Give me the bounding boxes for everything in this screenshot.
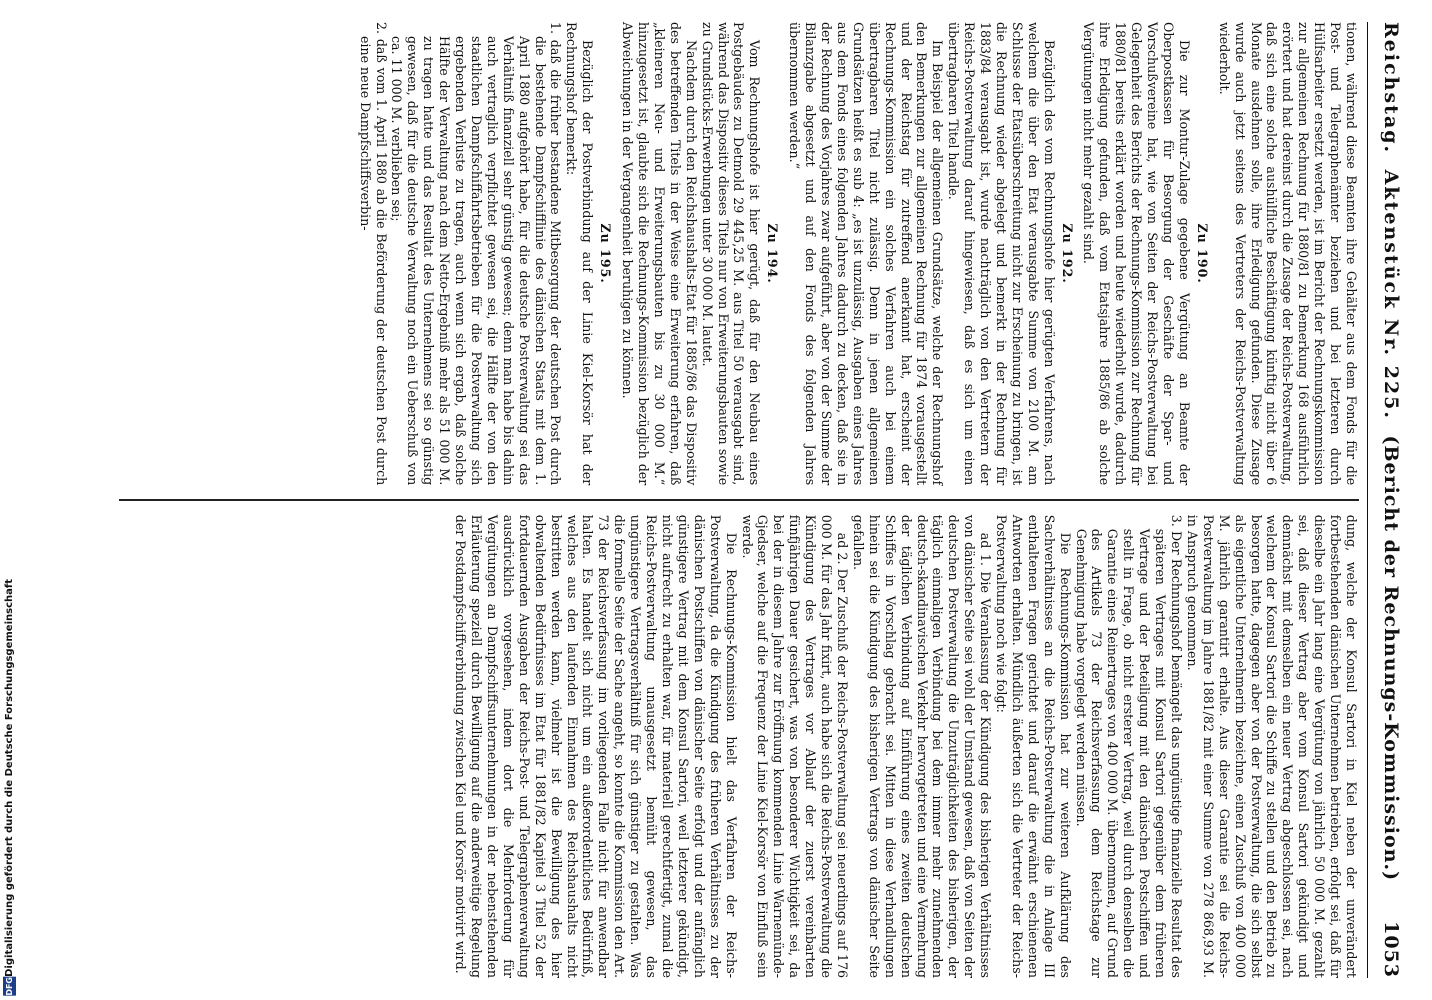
numbered-item: 1. daß die früher bestandene Mitbesorgung der deutschen Post durch die bestehende Dampfschifflinie des dänischen Staats mit dem 1. April 1880 aufgehört habe, für die deutsche Postverwaltung sei das Verhältniß finanziell sehr günstig gewesen; denn man habe bis dahin auch vertraglich verpflichtet gewesen sei, die Hälfte der von den staatlichen Dampfschiffahrtsbetrieben für die Postverwaltung sich ergebenden Verluste zu tragen, auch wenn sich ergab, daß solche Hälfte der Verwaltung nach dem Netto-Ergebniß mehr als 51 000 M. zu tragen hatte und das Resultat des Unternehmens sei so günstig gewesen, daß für die deutsche Verwaltung noch ein Ueberschuß von ca. 11 000 M. verblieben sei;: [389, 22, 564, 486]
footer-text: Digitalisierung gefördert durch die Deutsche Forschungsgemeinschaft: [3, 579, 15, 978]
paragraph: Bezüglich der Postverbindung auf der Linie Kiel-Korsör hat der Rechnungshof bemerkt:: [564, 22, 596, 486]
numbered-item: 3. Der Rechnungshof bemängelt das ungünstige finanzielle Resultat des späteren Vertrages mit Konsul Sartori gegenüber dem früheren Vertrage und der Beteiligung mit den dänischen Postschiffen und stellt in Frage, ob nicht ersterer Vertrag, weil durch denselben die Garantie eines Reinertrages von 400 000 M. übernommen, auf Grund des Artikels 73 der Reichsverfassung dem Reichstage zur Genehmigung habe vorgelegt werden müssen.: [1073, 514, 1185, 978]
header-right: (Bericht der Rechnungs-Kommission.): [1380, 435, 1402, 882]
column-left: [119, 22, 1359, 485]
paragraph: tionen, während diese Beamten ihre Gehälter aus dem Fonds für die Post- und Telegraphenämter beziehen und bei letzteren durch Hülfsarbeiter ersetzt werden, ist im Bericht der Rechnungskommission zur allgemeinen Rechnung für 1880/81 zu Bemerkung 168 ausführlich erörtert und hat dereinst durch die Zusage der Reichs-Postverwaltung, daß sich eine solche aushülfliche Beschäftigung künftig nicht über 6 Monate ausdehnen solle, ihre Erledigung gefunden. Diese Zusage wurde auch jetzt seitens des Vertreters der Reichs-Postverwaltung wiederholt.: [1216, 22, 1359, 486]
section-heading: Zu 195.: [598, 223, 614, 284]
page-header: [1367, 22, 1402, 978]
digitization-footer: [0, 579, 18, 1000]
paragraph: Nachdem durch den Reichshaushalts-Etat für 1885/86 das Dispositiv des betreffenden Titels in der Weise eine Erweiterung erfahren, daß „kleineren Neu- und Erweiterungsbauten bis zu 30 000 M.“ hinzugesetzt ist, glaubte sich die Rechnungs-Kommission bezüglich der Abweichungen in der Vergangenheit beruhigen zu können.: [620, 22, 699, 486]
paragraph: dung, welche der Konsul Sartori in Kiel neben der unverändert fortbestehenden dänischen Unternehmen betrieben, erfolgt sei, daß für dieselbe ein Jahr lang eine Vergütung von jährlich 50 000 M. gezahlt sei, daß dieser Vertrag aber vom Konsul Sartori gekündigt und demnächst mit demselben ein neuer Vertrag abgeschlossen sei, nach welchem der Konsul Sartori die Schiffe zu stellen und den Betrieb zu besorgen hatte, dagegen aber von der Postverwaltung, die sich selbst als eigentliche Unternehmerin bezeichne, einen Zuschuß von 400 000 M. jährlich garantirt erhalte. Aus dieser Garantie sei die Reichs-Postverwaltung im Jahre 1881/82 mit einer Summe von 278 868,93 M. in Anspruch genommen.: [1184, 514, 1359, 978]
paragraph: Die Rechnungs-Kommission hat zur weiteren Aufklärung des Sachverhältnisses an die Reichs-Postverwaltung die in Anlage III enthaltenen Fragen gerichtet und darauf die erwähnt erschienenen Antworten erhalten. Mündlich äußerten sich die Vertreter der Reichs-Postverwaltung noch wie folgt:: [994, 514, 1073, 978]
column-divider: [119, 499, 1359, 501]
section-heading: Zu 194.: [765, 223, 781, 284]
paragraph: Im Beispiel der allgemeinen Grundsätze, welche der Rechnungshof den Bemerkungen zur allgemeinen Rechnung für 1874 vorausgestellt und der Reichstag für zutreffend anerkannt hat, erscheint der Rechnungs-Kommission ein solches Verfahren auch bei einem übertragbaren Titel nicht zulässig. Denn in jenen allgemeinen Grundsätzen heißt es sub 4: „es ist unzulässig, Ausgaben eines Jahres aus dem Fonds eines folgenden Jahres dadurch zu decken, daß sie in der Rechnung des Vorjahres zwar aufgeführt, aber von der Summe der Bilanzgabe abgesetzt und auf den Fonds des folgenden Jahres übernommen werden.“: [787, 22, 946, 486]
paragraph: Bezüglich des vom Rechnungshofe hier gerügten Verfahrens, nach welchem die über den Etat verausgabte Summe von 2100 M. am Schlusse der Etatsüberschreitung nicht zur Erscheinung zu bringen, ist die Rechnung wieder abgelegt und bemerkt in der Rechnung für 1883/84 verausgabt ist, wurde nachträglich von den Vertretern der Reichs-Postverwaltung darauf hingewiesen, daß es sich um einen übertragbaren Titel handle.: [946, 22, 1057, 486]
numbered-item: 2. daß vom 1. April 1880 ab die Beförderung der deutschen Post durch eine neue Dampfschiffsverbin-: [357, 22, 389, 486]
paragraph: ad 2. Der Zuschuß der Reichs-Postverwaltung sei neuerdings auf 176 000 M. für das Jahr fixirt, auch habe sich die Reichs-Postverwaltung die Kündigung des Vertrages vor Ablauf der zuerst vereinbarten fünfjährigen Dauer gesichert, was von besonderer Wichtigkeit sei, da bei der in diesem Jahre zur Eröffnung kommenden Linie Warnemünde-Gjedser, welche auf die Frequenz der Linie Kiel-Korsör von Einfluß sein werde.: [739, 514, 850, 978]
section-heading: Zu 192.: [1059, 223, 1075, 284]
paragraph: ad 1. Die Veranlassung der Kündigung des bisherigen Verhältnisses von dänischer Seite sei wohl der Umstand gewesen, daß von Seiten der deutschen Postverwaltung die Unzuträglichkeiten des bisherigen, der täglich einmaligen Verbindung bei dem immer mehr zunehmenden deutsch-skandinavischen Verkehr hervorgetreten und eine Vermehrung der täglichen Verbindung auf Einführung eines zweiten deutschen Schiffes in Vorschlag gebracht sei. Mitten in diese Verhandlungen hinein sei die Kündigung des bisherigen Vertrags von dänischer Seite gefallen.: [850, 514, 994, 978]
column-right: [119, 515, 1359, 978]
section-heading: Zu 190.: [1194, 223, 1210, 284]
paragraph: Vom Rechnungshofe ist hier gerügt, daß für den Neubau eines Postgebäudes zu Detmold 29 445,25 M. aus Titel 50 verausgabt sind, während das Dispositiv dieses Titels nur von Erweiterungsbauten sowie zu Grundstücks-Erwerbungen unter 30 000 M. lautet.: [699, 22, 763, 486]
page-number: 1053: [1380, 921, 1402, 978]
text-columns: [119, 22, 1359, 978]
header-middle: Aktenstück Nr. 225.: [1380, 169, 1402, 421]
paragraph: Die Rechnungs-Kommission hielt das Verfahren der Reichs-Postverwaltung, da die Kündigung des früheren Verhältnisses zu der dänischen Postschiffen von dänischer Seite erfolgt und der anfänglich günstigere Vertrag mit dem Konsul Sartori, weil letzterer gekündigt, nicht aufrecht zu erhalten war, für materiell gerechtfertigt, zumal die Reichs-Postverwaltung unausgesetzt bemüht gewesen, das ungünstigere Vertragsverhältniß für sich günstiger zu gestalten. Was die formelle Seite der Sache angeht, so konnte die Kommission den Art. 73 der Reichsverfassung im vorliegenden Falle nicht für anwendbar halten. Es handelt sich nicht um ein außerordentliches Bedürfniß, welches aus den laufenden Einnahmen des Reichshaushalts nicht bestritten werden kann, vielmehr ist die Bewilligung des hier obwaltenden Bedürfnisses im Etat für 1881/82 Kapitel 3 Titel 52 der fortdauernden Ausgaben der Reichs-Post- und Telegraphenverwaltung ausdrücklich vorgesehen, indem dort die Mehrforderung für Vergütungen an Dampfschiffsunternehmungen in der nebenstehenden Erläuterung speziell durch Bewilligung auf die anderweitige Regelung der Postdampfschiffverbindung zwischen Kiel und Korsör motivirt wird.: [453, 514, 739, 978]
dfg-logo-icon: DFG: [4, 977, 14, 996]
header-left: Reichstag.: [1380, 22, 1402, 155]
paragraph: Die zur Montur-Zulage gegebene Vergütung an Beamte der Oberpostkassen für Besorgung der Geschäfte der Spar- und Vorschußvereine hat, wie von Seiten der Reichs-Postverwaltung bei Gelegenheit des Berichts der Rechnungs-Kommission zur Rechnung für 1880/81 bereits erklärt worden und heute wiederholt wurde, dadurch ihre Erledigung gefunden, daß vom Etatsjahre 1885/86 ab solche Vergütungen nicht mehr gezahlt sind.: [1081, 22, 1192, 486]
